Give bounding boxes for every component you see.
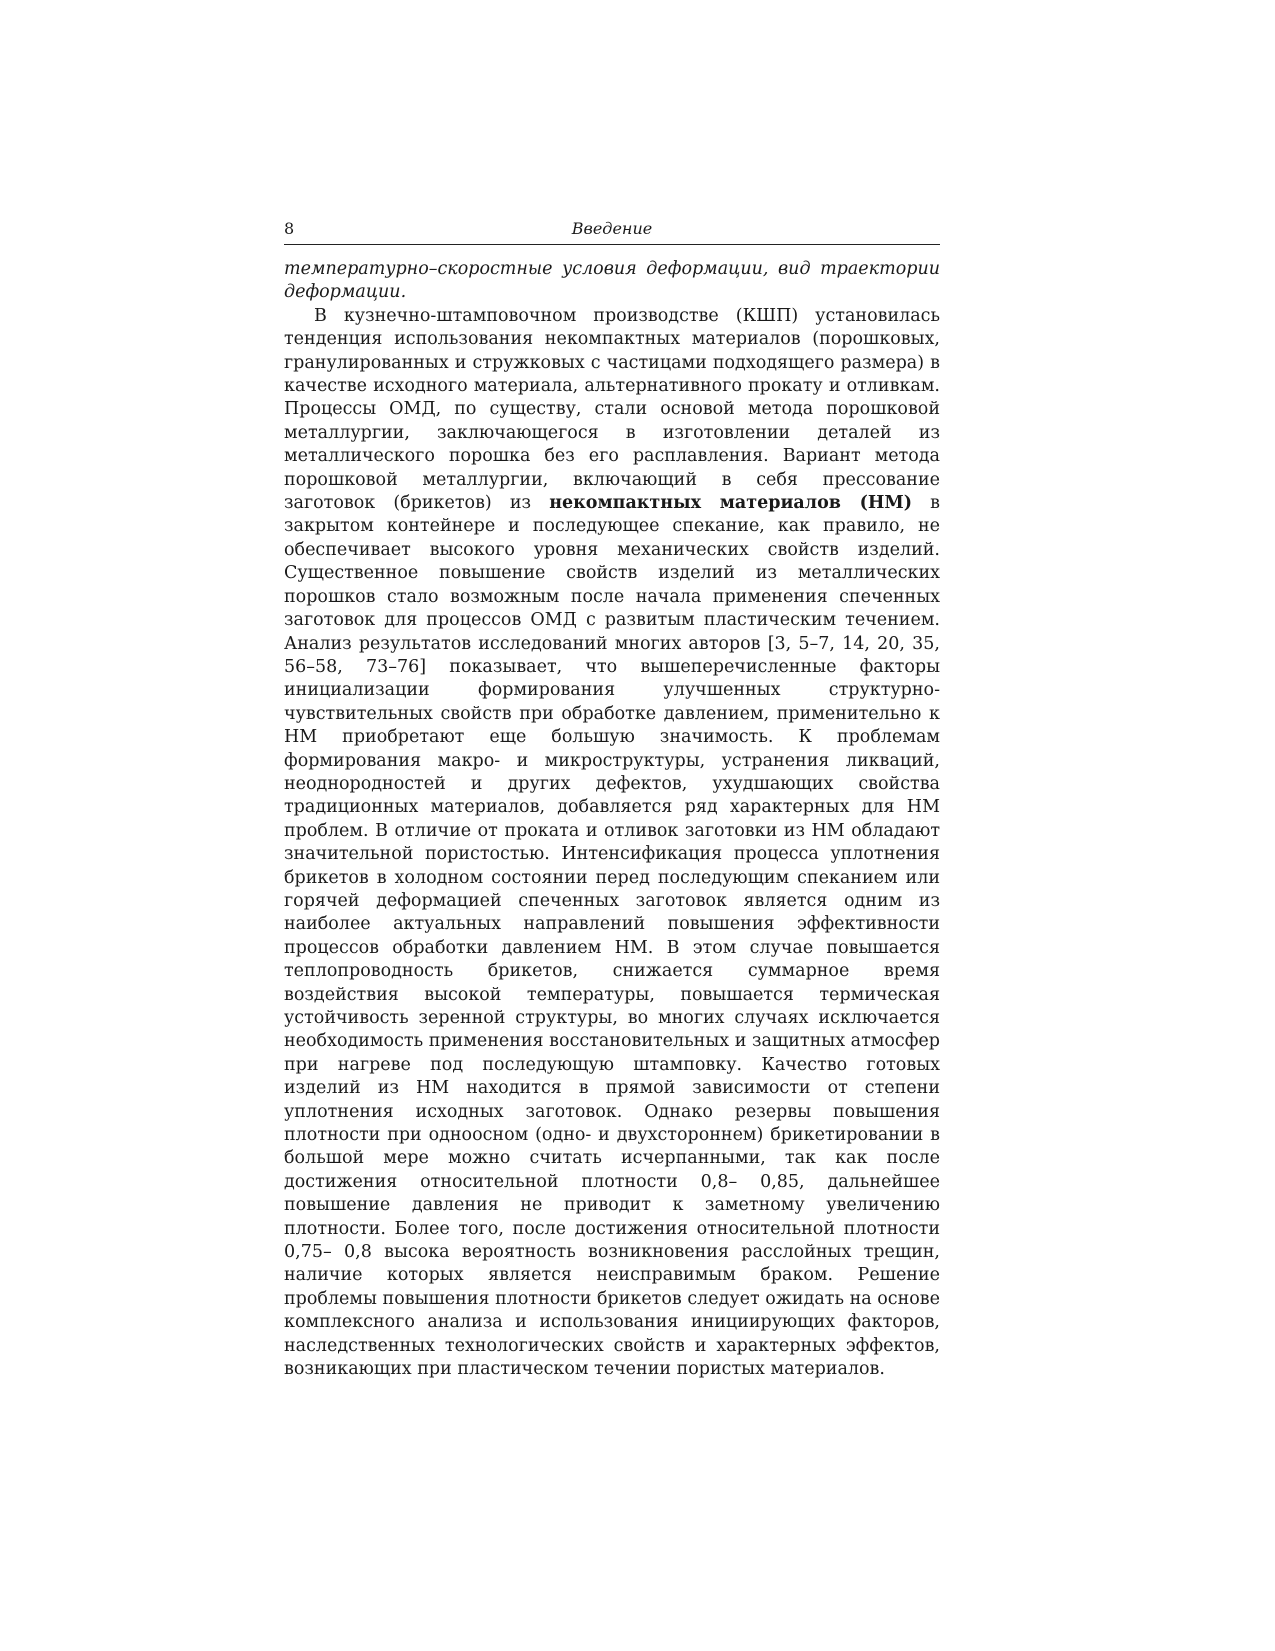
paragraph-text-after-term: в закрытом контейнере и последующее спекание, как правило, не обеспечивает высокого уровня механических свойств изделий. Существенное повышение свойств изделий из металлических порошков стало возможным после начала применения спеченных заготовок для процессов ОМД с развитым пластическим течением. Анализ результатов исследований многих авторов [3, 5–7, 14, 20, 35, 56–58, 73–76] показывает, что вышеперечисленные факторы инициализации формирования улучшенных структурно-чувствительных свойств при обработке давлением, применительно к НМ приобретают еще большую значимость. К проблемам формирования макро- и микроструктуры, устранения ликваций, неоднородностей и других дефектов, ухудшающих свойства традиционных материалов, добавляется ряд характерных для НМ проблем. В отличие от проката и отливок заготовки из НМ обладают значительной пористостью. Интенсификация процесса уплотнения брикетов в холодном состоянии перед последующим спеканием или горячей деформацией спеченных заготовок является одним из наиболее актуальных направлений повышения эффективности процессов обработки давлением НМ. В этом случае повышается теплопроводность брикетов, снижается суммарное время воздействия высокой температуры, повышается термическая устойчивость зеренной структуры, во многих случаях исключается необходимость применения восстановительных и защитных атмосфер при нагреве под последующую штамповку. Качество готовых изделий из НМ находится в прямой зависимости от степени уплотнения исходных заготовок. Однако резервы повышения плотности при одноосном (одно- и двухстороннем) брикетировании в большой мере можно считать исчерпанными, так как после достижения относительной плотности 0,8– 0,85, дальнейшее повышение давления не приводит к заметному увеличению плотности. Более того, после достижения относительной плотности 0,75– 0,8 высока вероятность возникновения расслойных трещин, наличие которых является неисправимым браком. Решение проблемы повышения плотности брикетов следует ожидать на основе комплексного анализа и использования инициирующих факторов, наследственных технологических свойств и характерных эффектов, возникающих при пластическом течении пористых материалов. — [284, 493, 941, 1380]
bold-term: некомпактных материалов (НМ) — [549, 493, 913, 514]
running-title: Введение — [571, 219, 653, 238]
page-number: 8 — [284, 219, 295, 238]
body-text — [284, 258, 940, 1382]
paragraph-text-before-term: В кузнечно-штамповочном производстве (КШП) установилась тенденция использования некомпактных материалов (порошковых, гранулированных и стружковых с частицами подходящего размера) в качестве исходного материала, альтернативного прокату и отливкам. Процессы ОМД, по существу, стали основой метода порошковой металлургии, заключающегося в изготовлении деталей из металлического порошка без его расплавления. Вариант метода порошковой металлургии, включающий в себя прессование заготовок (брикетов) из — [284, 305, 940, 514]
main-paragraph — [284, 305, 940, 1382]
page-header — [284, 218, 940, 245]
italic-continuation: температурно–скоростные условия деформации, вид траектории деформации. — [284, 259, 940, 303]
